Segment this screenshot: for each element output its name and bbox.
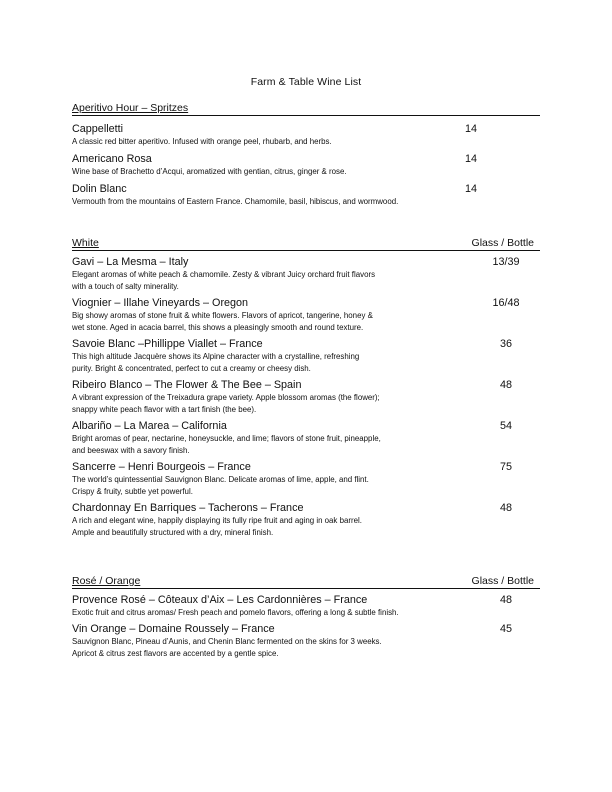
- item-description: snappy white peach flavor with a tart finish (the bee).: [72, 405, 257, 414]
- section-aperitivo: [72, 101, 540, 208]
- item-name: Gavi – La Mesma – Italy: [72, 256, 189, 268]
- page-title: Farm & Table Wine List: [250, 76, 362, 88]
- item-name: Cappelletti: [72, 123, 124, 135]
- item-price: 14: [465, 153, 478, 165]
- item-description: A rich and elegant wine, happily displaying its fully ripe fruit and aging in oak barrel.: [72, 516, 362, 525]
- item-description: A vibrant expression of the Treixadura grape variety. Apple blossom aromas (the flower);: [72, 393, 380, 402]
- item-price: 45: [499, 623, 512, 635]
- list-item: [72, 123, 540, 148]
- item-description: with a touch of salty minerality.: [72, 282, 179, 291]
- item-price: 16/48: [492, 297, 520, 309]
- item-price: 48: [499, 502, 512, 514]
- glass-bottle-header: Glass / Bottle: [471, 575, 534, 587]
- section-heading: [72, 101, 540, 116]
- item-name: Vin Orange – Domaine Roussely – France: [72, 623, 275, 635]
- item-description: Exotic fruit and citrus aromas/ Fresh peach and pomelo flavors, offering a long & subtle finish.: [72, 608, 399, 617]
- item-price: 75: [499, 461, 512, 473]
- section-title: Aperitivo Hour – Spritzes: [72, 102, 189, 114]
- item-price: 48: [499, 379, 512, 391]
- item-description: Apricot & citrus zest flavors are accented by a gentle spice.: [72, 649, 279, 658]
- list-item: [72, 183, 540, 208]
- item-description: Bright aromas of pear, nectarine, honeysuckle, and lime; flavors of stone fruit, pineapple,: [72, 434, 381, 443]
- item-name: Dolin Blanc: [72, 183, 127, 195]
- list-item: [72, 594, 540, 619]
- item-description: purity. Bright & concentrated, perfect to cut a creamy or cheesy dish.: [72, 364, 311, 373]
- item-name: Americano Rosa: [72, 153, 152, 165]
- list-item: [72, 297, 540, 334]
- section-heading: [72, 574, 540, 589]
- item-description: A classic red bitter aperitivo. Infused with orange peel, rhubarb, and herbs.: [72, 137, 332, 146]
- list-item: [72, 379, 540, 416]
- item-name: Viognier – Illahe Vineyards – Oregon: [72, 297, 249, 309]
- item-description: This high altitude Jacquère shows its Alpine character with a crystalline, refreshing: [72, 352, 360, 361]
- item-name: Provence Rosé – Côteaux d’Aix – Les Cardonnières – France: [72, 594, 368, 606]
- item-price: 14: [465, 123, 478, 135]
- item-name: Ribeiro Blanco – The Flower & The Bee – Spain: [72, 379, 302, 391]
- item-name: Albariño – La Marea – California: [72, 420, 227, 432]
- item-description: The world’s quintessential Sauvignon Blanc. Delicate aromas of lime, apple, and flint.: [72, 475, 369, 484]
- item-description: Elegant aromas of white peach & chamomile. Zesty & vibrant Juicy orchard fruit flavors: [72, 270, 376, 279]
- item-description: and beeswax with a savory finish.: [72, 446, 190, 455]
- item-name: Savoie Blanc –Phillippe Viallet – France: [72, 338, 263, 350]
- item-name: Chardonnay En Barriques – Tacherons – France: [72, 502, 304, 514]
- section-title: White: [72, 237, 99, 249]
- list-item: [72, 338, 540, 375]
- list-item: [72, 502, 540, 539]
- item-price: 14: [465, 183, 478, 195]
- list-item: [72, 623, 540, 660]
- list-item: [72, 461, 540, 498]
- section-white: [72, 236, 540, 539]
- list-item: [72, 153, 540, 178]
- item-name: Sancerre – Henri Bourgeois – France: [72, 461, 251, 473]
- section-title: Rosé / Orange: [72, 575, 141, 587]
- item-price: 36: [499, 338, 512, 350]
- item-description: Vermouth from the mountains of Eastern France. Chamomile, basil, hibiscus, and wormwood.: [72, 197, 399, 206]
- item-price: 48: [499, 594, 512, 606]
- section-heading: [72, 236, 540, 251]
- section-rose-orange: [72, 574, 540, 660]
- item-description: Crispy & fruity, subtle yet powerful.: [72, 487, 193, 496]
- glass-bottle-header: Glass / Bottle: [471, 237, 534, 249]
- item-description: Ample and beautifully structured with a dry, mineral finish.: [72, 528, 274, 537]
- item-description: Wine base of Brachetto d’Acqui, aromatized with gentian, citrus, ginger & rose.: [72, 167, 347, 176]
- item-description: Big showy aromas of stone fruit & white flowers. Flavors of apricot, tangerine, honey &: [72, 311, 373, 320]
- list-item: [72, 420, 540, 457]
- item-description: Sauvignon Blanc, Pineau d’Aunis, and Chenin Blanc fermented on the skins for 3 weeks.: [72, 637, 382, 646]
- item-price: 13/39: [492, 256, 520, 268]
- item-description: wet stone. Aged in acacia barrel, this shows a pleasingly smooth and round texture.: [72, 323, 364, 332]
- list-item: [72, 256, 540, 293]
- item-price: 54: [499, 420, 512, 432]
